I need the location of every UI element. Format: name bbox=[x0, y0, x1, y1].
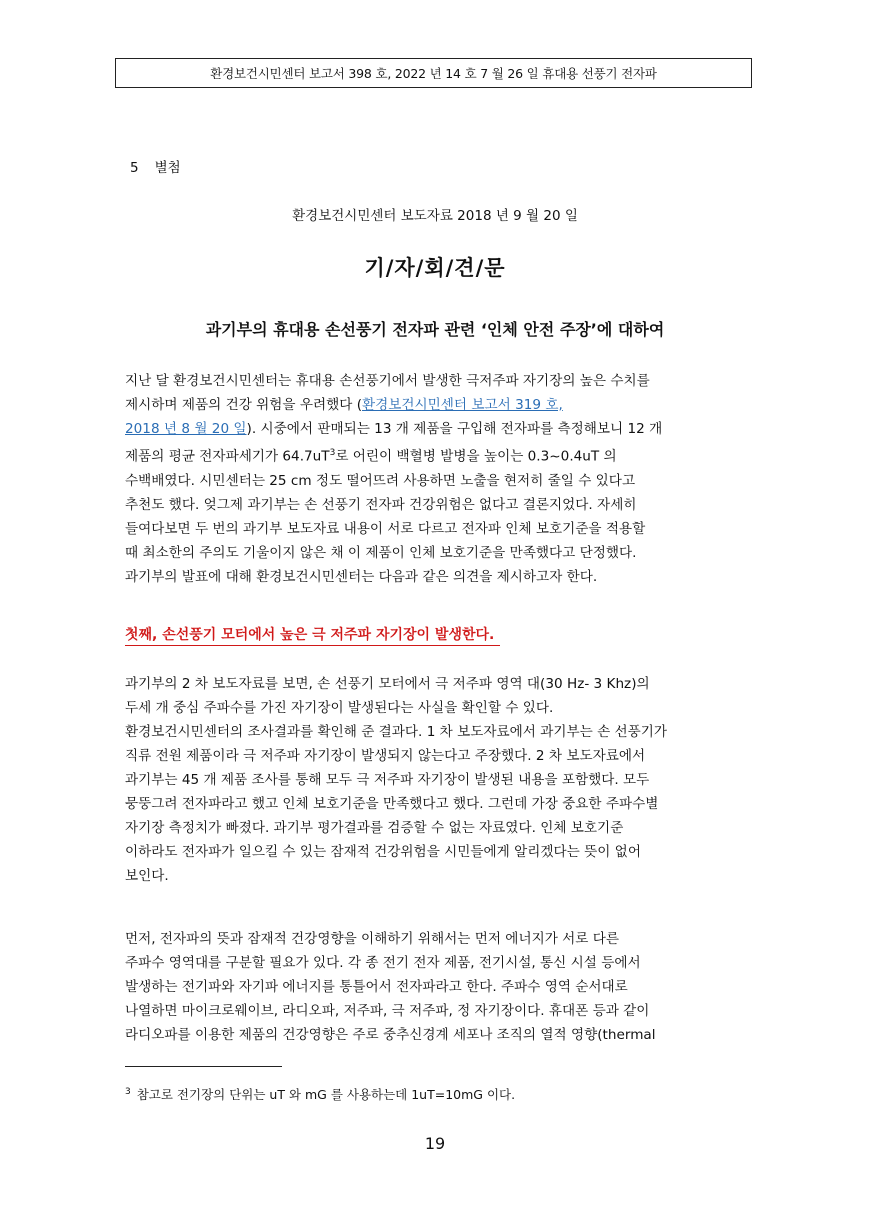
text-line bbox=[125, 417, 750, 441]
text-line: 두세 개 중심 주파수를 가진 자기장이 발생된다는 사실을 확인할 수 있다. bbox=[125, 700, 554, 716]
text-line: 라디오파를 이용한 제품의 건강영향은 주로 중추신경계 세포나 조직의 열적 영향(thermal bbox=[125, 1027, 656, 1043]
text-line: 추천도 했다. 엊그제 과기부는 손 선풍기 전자파 건강위험은 없다고 결론지었다. 자세히 bbox=[125, 496, 637, 513]
text-span: ). 시중에서 판매되는 13 개 제품을 구입해 전자파를 측정해보니 12 개 bbox=[246, 421, 663, 437]
paragraph-2 bbox=[125, 672, 750, 888]
text-line: 먼저, 전자파의 뜻과 잠재적 건강영향을 이해하기 위해서는 먼저 에너지가 서로 다른 bbox=[125, 931, 620, 947]
text-line bbox=[125, 441, 750, 469]
paragraph-3 bbox=[125, 927, 750, 1047]
subtitle: 과기부의 휴대용 손선풍기 전자파 관련 ‘인체 안전 주장’에 대하여 bbox=[205, 320, 665, 339]
text-line: 나열하면 마이크로웨이브, 라디오파, 저주파, 극 저주파, 정 자기장이다. 휴대폰 등과 같이 bbox=[125, 1003, 650, 1019]
text-line: 주파수 영역대를 구분할 필요가 있다. 각 종 전기 전자 제품, 전기시설, 통신 시설 등에서 bbox=[125, 955, 641, 971]
report-link[interactable]: 환경보건시민센터 보고서 319 호, bbox=[362, 397, 563, 413]
text-span: 제시하며 제품의 건강 위험을 우려했다 ( bbox=[125, 397, 363, 413]
text-line: 과기부의 발표에 대해 환경보건시민센터는 다음과 같은 의견을 제시하고자 한다. bbox=[125, 568, 598, 585]
text-line: 환경보건시민센터의 조사결과를 확인해 준 결과다. 1 차 보도자료에서 과기부는 손 선풍기가 bbox=[125, 724, 668, 740]
section-heading bbox=[130, 156, 197, 176]
page-header: 환경보건시민센터 보고서 398 호, 2022 년 14 호 7 월 26 일 휴대용 선풍기 전자파 bbox=[115, 58, 752, 88]
text-line: 수백배였다. 시민센터는 25 cm 정도 떨어뜨려 사용하면 노출을 현저히 줄일 수 있다고 bbox=[125, 472, 636, 489]
footnote-divider bbox=[125, 1066, 282, 1067]
footnote-text: 참고로 전기장의 단위는 uT 와 mG 를 사용하는데 1uT=10mG 이다. bbox=[136, 1087, 516, 1102]
text-line: 지난 달 환경보건시민센터는 휴대용 손선풍기에서 발생한 극저주파 자기장의 높은 수치를 bbox=[125, 373, 650, 389]
section-number: 5 bbox=[130, 160, 139, 176]
footnote bbox=[125, 1085, 515, 1103]
page-number: 19 bbox=[424, 1134, 446, 1153]
text-line: 발생하는 전기파와 자기파 에너지를 통틀어서 전자파라고 한다. 주파수 영역 순서대로 bbox=[125, 979, 628, 995]
footnote-ref: 3 bbox=[329, 448, 336, 458]
press-release-line: 환경보건시민센터 보도자료 2018 년 9 월 20 일 bbox=[292, 208, 578, 224]
text-line bbox=[125, 393, 750, 417]
footnote-mark: 3 bbox=[125, 1086, 131, 1097]
section-title: 별첨 bbox=[154, 160, 181, 176]
text-line: 들여다보면 두 번의 과기부 보도자료 내용이 서로 다르고 전자파 인체 보호기준을 적용할 bbox=[125, 520, 646, 537]
section-heading-first: 첫째, 손선풍기 모터에서 높은 극 저주파 자기장이 발생한다. bbox=[125, 624, 500, 646]
main-title: 기/자/회/견/문 bbox=[364, 256, 506, 280]
text-line: 보인다. bbox=[125, 868, 169, 884]
text-line: 자기장 측정치가 빠졌다. 과기부 평가결과를 검증할 수 없는 자료였다. 인체 보호기준 bbox=[125, 820, 624, 836]
text-line: 직류 전원 제품이라 극 저주파 자기장이 발생되지 않는다고 주장했다. 2 차 보도자료에서 bbox=[125, 748, 646, 764]
text-line: 이하라도 전자파가 일으킬 수 있는 잠재적 건강위험을 시민들에게 알리겠다는 뜻이 없어 bbox=[125, 844, 641, 860]
text-span: 제품의 평균 전자파세기가 64.7uT bbox=[125, 448, 330, 465]
text-line: 과기부는 45 개 제품 조사를 통해 모두 극 저주파 자기장이 발생된 내용을 포함했다. 모두 bbox=[125, 772, 650, 788]
text-line: 뭉뚱그려 전자파라고 했고 인체 보호기준을 만족했다고 했다. 그런데 가장 중요한 주파수별 bbox=[125, 796, 659, 812]
text-line: 과기부의 2 차 보도자료를 보면, 손 선풍기 모터에서 극 저주파 영역 대(30 Hz- 3 Khz)의 bbox=[125, 676, 650, 692]
intro-paragraph bbox=[125, 369, 750, 589]
text-line: 때 최소한의 주의도 기울이지 않은 채 이 제품이 인체 보호기준을 만족했다고 단정했다. bbox=[125, 544, 637, 561]
report-date-link[interactable]: 2018 년 8 월 20 일 bbox=[125, 421, 247, 437]
text-span: 로 어린이 백혈병 발병을 높이는 0.3~0.4uT 의 bbox=[335, 448, 617, 465]
